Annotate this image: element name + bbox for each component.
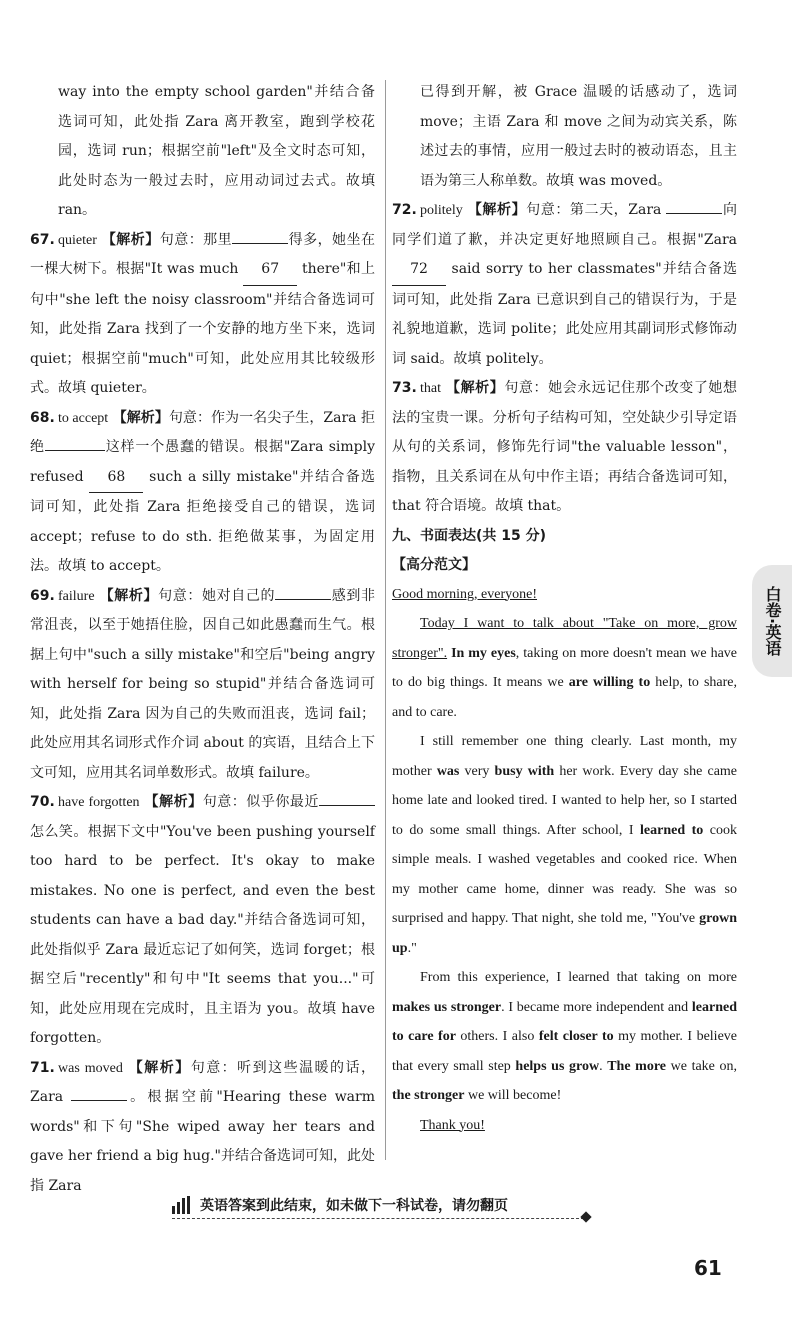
- essay-bold: makes us stronger: [392, 999, 502, 1015]
- essay-text: . I became more independent and: [501, 999, 692, 1015]
- analysis-tag: 【解析】: [446, 380, 505, 396]
- analysis-text: 句意：第二天，Zara: [526, 202, 667, 218]
- analysis-text: 句意：她会永远记住那个改变了她想法的宝贵一课。分析句子结构可知，空处缺少引导定语从句的关系词，修饰先行词"the valuable lesson"，指物，且关系词在从句中作主语；再结合备选词可知，that 符合语境。故填 that。: [392, 380, 738, 514]
- question-number: 72.: [392, 202, 417, 218]
- question-number: 73.: [392, 380, 417, 396]
- fill-blank: [319, 805, 375, 806]
- analysis-text: 句意：她对自己的: [158, 587, 276, 604]
- answer-word: that: [420, 381, 441, 396]
- footer-text: 英语答案到此结束，如未做下一科试卷，请勿翻页: [200, 1198, 508, 1214]
- numbered-blank: 67: [243, 255, 297, 286]
- analysis-tag: 【解析】: [467, 202, 527, 218]
- analysis-text: 得多，她坐在一棵大树下。根据"It was much: [30, 231, 376, 277]
- numbered-blank: 68: [89, 463, 143, 494]
- question-number: 68.: [30, 409, 55, 426]
- essay-text: .: [599, 1058, 608, 1074]
- model-essay-tag: 【高分范文】: [392, 556, 476, 573]
- essay-text: we will become!: [464, 1088, 562, 1103]
- answer-67: [30, 226, 375, 404]
- answer-word: quieter: [58, 232, 97, 248]
- analysis-text: such a silly mistake"并结合备选词可知，此处指 Zara 拒绝接受自己的错误，选词 accept；refuse to do sth. 拒绝做某事，为固定用法。故填 to accept。: [30, 468, 375, 574]
- analysis-text: 句意：作为一名尖子生，Zara 拒绝: [30, 409, 375, 455]
- essay-text: my mother. I believe that every small step: [392, 1029, 737, 1074]
- analysis-tag: 【解析】: [112, 409, 169, 426]
- answer-69: [30, 582, 375, 789]
- essay-text: help, to share, and to care.: [392, 675, 738, 720]
- answer-71: [30, 1054, 375, 1202]
- analysis-text: 句意：似乎你最近: [202, 794, 319, 810]
- analysis-tag: 【解析】: [101, 231, 160, 248]
- essay-text: we take on,: [666, 1058, 737, 1074]
- subject-side-tab: 白卷·英语: [752, 565, 792, 677]
- fill-blank: [232, 243, 288, 244]
- answer-70: [30, 788, 375, 1054]
- left-column: [30, 78, 375, 1201]
- analysis-tag: 【解析】: [144, 794, 203, 810]
- essay-bold: helps us grow: [515, 1058, 600, 1074]
- essay-text: very: [459, 763, 495, 779]
- analysis-text: 句意：那里: [159, 231, 233, 248]
- analysis-text: 。根据空前"Hearing these warm words"和下句"She wiped away her tears and gave her friend a big hug."并结合备选词可知，此处指 Zara: [30, 1089, 375, 1194]
- column-divider: [385, 80, 386, 1160]
- essay-text: others. I also: [455, 1029, 539, 1044]
- analysis-text: there"和上句中"she left the noisy classroom"并结合备选词可知，此处指 Zara 找到了一个安静的地方坐下来，选词 quiet；根据空前"much"可知，此处应用其比较级形式。故填 quieter。: [30, 261, 375, 396]
- fill-blank: [275, 599, 331, 600]
- essay-paragraph-3: [392, 963, 737, 1111]
- essay-bold: the stronger: [392, 1088, 465, 1103]
- footer-notice: [172, 1190, 602, 1220]
- answer-word: have forgotten: [58, 795, 140, 810]
- essay-text: , taking on more doesn't mean we have to do big things. It means we: [392, 645, 738, 690]
- essay-bold: busy with: [494, 763, 555, 779]
- analysis-text: 向同学们道了歉，并决定更好地照顾自己。根据"Zara: [392, 202, 738, 248]
- essay-text: From this experience, I learned that taking on more: [420, 970, 737, 985]
- analysis-text: 怎么笑。根据下文中"You've been pushing yourself too hard to be perfect. It's okay to make mistakes. No one is perfect, and even the best students can have a bad day."并结合备选词可知，此处指似乎 Zara 最近忘记了如何笑，选词 forget；根据空后"recently"和句中"It seems that you..."可知，此处应用现在完成时，且主语为 you。故填 have forgotten。: [30, 823, 375, 1046]
- essay-text: Today I want to talk about "Take on more, grow stronger".: [392, 616, 737, 661]
- answer-68: [30, 404, 375, 582]
- question-number: 71.: [30, 1059, 55, 1076]
- answer-71-continuation: 已得到开解，被 Grace 温暖的话感动了，选词 move；主语 Zara 和 move 之间为动宾关系，陈述过去的事情，应用一般过去时的被动语态，且主语为第三人称单数。故填 was moved。: [420, 84, 737, 189]
- page-number: 61: [694, 1256, 722, 1280]
- essay-closing: [392, 1111, 737, 1141]
- section-heading: 九、书面表达(共 15 分): [392, 527, 547, 544]
- essay-bold: learned to care for: [392, 999, 737, 1044]
- essay-bold: grown up: [392, 911, 737, 956]
- question-number: 69.: [30, 587, 55, 604]
- footer-dashed-line: [172, 1218, 584, 1219]
- essay-bold: learned to: [640, 822, 704, 838]
- greeting-text: Good morning, everyone!: [392, 586, 538, 602]
- answer-66-continuation: way into the empty school garden"并结合备选词可知，此处指 Zara 离开教室，跑到学校花园，选词 run；根据空前"left"及全文时态可知，此处时态为一般过去时，应用动词过去式。故填 ran。: [58, 84, 375, 218]
- right-column: [392, 78, 737, 1140]
- essay-text: her work. Every day she came home late and looked tired. I wanted to help her, so I started to do some small things. After school, I: [392, 763, 738, 838]
- essay-text: cook simple meals. I washed vegetables and cooked rice. When my mother came home, dinner was ready. She was so surprised and happy. That night, she told me, "You've: [392, 822, 738, 926]
- fill-blank: [71, 1100, 127, 1101]
- answer-word: was moved: [58, 1060, 123, 1076]
- answer-72: [392, 196, 737, 374]
- essay-bold: are willing to: [568, 675, 651, 690]
- essay-bold: In my eyes: [447, 645, 516, 661]
- essay-text: I still remember one thing clearly. Last month, my mother: [392, 734, 737, 779]
- model-essay: [392, 580, 737, 1141]
- essay-greeting: [392, 580, 737, 610]
- analysis-tag: 【解析】: [128, 1059, 191, 1076]
- analysis-text: said sorry to her classmates"并结合备选词可知，此处指 Zara 已意识到自己的错误行为，于是礼貌地道歉，选词 polite；此处应用其副词形式修饰动词 said。故填 politely。: [392, 261, 737, 367]
- answer-73: [392, 374, 737, 522]
- answer-word: failure: [58, 588, 95, 604]
- fill-blank: [666, 213, 722, 214]
- numbered-blank: 72: [392, 255, 446, 286]
- essay-bold: was: [436, 763, 460, 779]
- bars-icon: [172, 1196, 190, 1214]
- essay-paragraph-1: [392, 609, 737, 727]
- analysis-tag: 【解析】: [99, 587, 159, 604]
- analysis-text: 这样一个愚蠢的错误。根据"Zara simply refused: [30, 439, 376, 485]
- analysis-text: 句意：听到这些温暖的话，Zara: [30, 1059, 375, 1105]
- question-number: 70.: [30, 794, 55, 810]
- essay-bold: The more: [607, 1058, 667, 1074]
- closing-text: Thank you!: [420, 1117, 485, 1133]
- question-number: 67.: [30, 231, 55, 248]
- answer-word: politely: [420, 203, 463, 218]
- essay-paragraph-2: [392, 727, 737, 963]
- essay-text: .": [407, 940, 417, 956]
- fill-blank: [45, 450, 105, 451]
- essay-bold: felt closer to: [538, 1029, 614, 1044]
- answer-word: to accept: [58, 410, 109, 426]
- analysis-text: 感到非常沮丧，以至于她捂住脸，因自己如此愚蠢而生气。根据上句中"such a silly mistake"和空后"being angry with herself for being so stupid"并结合备选词可知，此处指 Zara 因为自己的失败而沮丧，选词 fail；此处应用其名词形式作介词 about 的宾语，且结合上下文可知，应用其名词单数形式。故填 failure。: [30, 587, 376, 781]
